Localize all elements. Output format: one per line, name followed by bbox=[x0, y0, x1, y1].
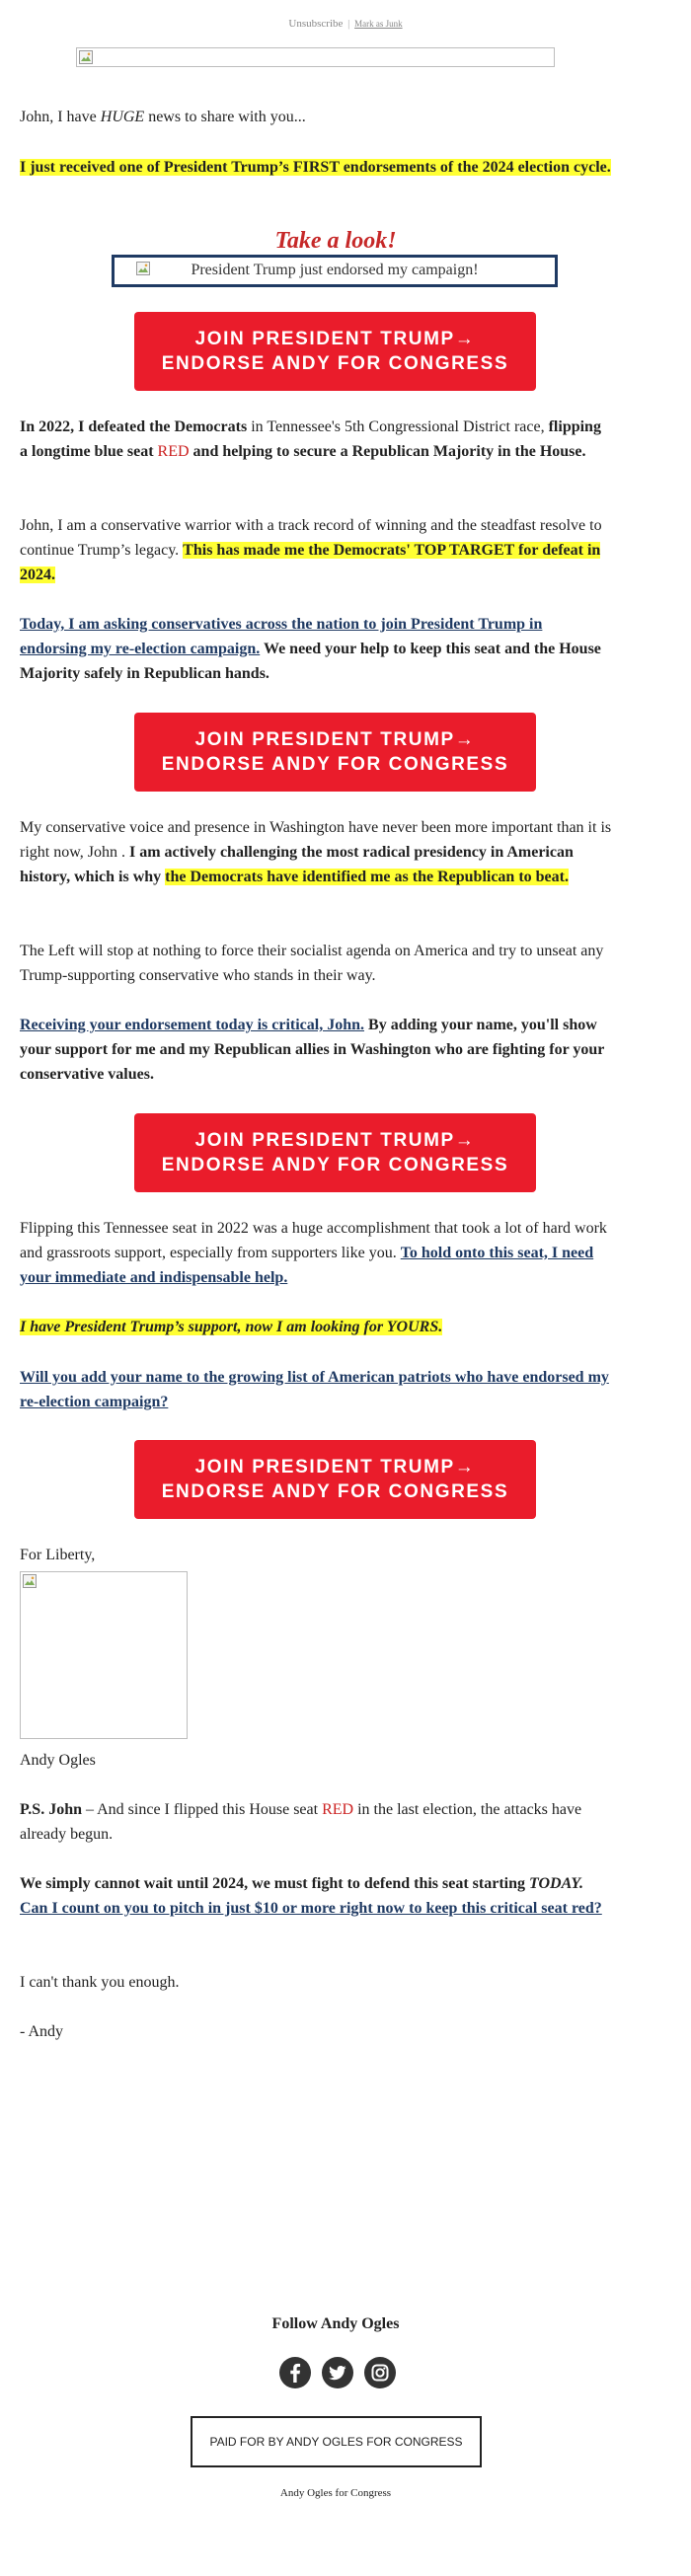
broken-image-icon bbox=[79, 50, 93, 64]
cta-line-1: JOIN PRESIDENT TRUMP→ bbox=[194, 729, 476, 750]
greeting bbox=[20, 105, 612, 129]
paragraph-wait bbox=[20, 1871, 612, 1921]
ps-label: P.S. John bbox=[20, 1801, 82, 1818]
unsubscribe-link[interactable]: Unsubscribe bbox=[288, 18, 344, 30]
instagram-icon[interactable] bbox=[363, 2356, 397, 2389]
endorse-cta-button[interactable] bbox=[134, 713, 536, 792]
preheader-separator: | bbox=[347, 18, 350, 30]
paragraph-voice bbox=[20, 815, 612, 889]
cta-line-1: JOIN PRESIDENT TRUMP→ bbox=[194, 1457, 476, 1477]
p2022-text-b: in Tennessee's 5th Congressional District race, bbox=[247, 418, 549, 435]
ps-text-a: – And since I flipped this House seat bbox=[82, 1801, 323, 1818]
endorse-cta-button[interactable] bbox=[134, 312, 536, 391]
endorse-cta-button[interactable] bbox=[134, 1113, 536, 1192]
flipping-link[interactable]: To hold onto this seat, I need your immediate and indispensable help. bbox=[20, 1245, 594, 1286]
take-a-look-heading: Take a look! bbox=[274, 228, 397, 254]
add-name-link[interactable]: Will you add your name to the growing list of American patriots who have endorsed my re-election campaign? bbox=[20, 1369, 609, 1410]
postscript bbox=[20, 1797, 612, 1847]
p2022-bold-a: In 2022, I defeated the Democrats bbox=[20, 418, 248, 435]
paid-for-disclaimer bbox=[191, 2416, 482, 2467]
receiving-link[interactable]: Receiving your endorsement today is critical, John. bbox=[20, 1017, 365, 1033]
thanks-line: I can't thank you enough. bbox=[20, 1974, 180, 1991]
voice-text: My conservative voice and presence in Washington have never been more important than it is right now, John . bbox=[20, 819, 612, 861]
p2022-red-word: RED bbox=[157, 443, 190, 460]
broken-image-icon bbox=[23, 1574, 37, 1588]
paragraph-support bbox=[20, 1315, 612, 1339]
greeting-emphasis: HUGE bbox=[100, 109, 145, 125]
closing-line: - Andy bbox=[20, 2023, 63, 2040]
donate-link[interactable]: Can I count on you to pitch in just $10 or more right now to keep this critical seat red? bbox=[20, 1900, 602, 1917]
receiving-bold-text: By adding your name, you'll show your support for me and my Republican allies in Washington who are fighting for your conservative values. bbox=[20, 1017, 605, 1083]
facebook-icon[interactable] bbox=[278, 2356, 312, 2389]
cta-line-2: ENDORSE ANDY FOR CONGRESS bbox=[161, 1481, 509, 1502]
p2022-bold-c: flipping a longtime blue seat bbox=[20, 418, 601, 460]
social-links bbox=[278, 2356, 397, 2389]
sign-off: For Liberty, bbox=[20, 1547, 96, 1563]
warrior-text: John, I am a conservative warrior with a track record of winning and the steadfast resolve to continue Trump’s legacy. bbox=[20, 517, 602, 559]
broken-image-icon bbox=[136, 262, 150, 275]
greeting-text: John, I have bbox=[20, 109, 101, 125]
paragraph-receiving bbox=[20, 1013, 612, 1087]
p2022-bold-d: and helping to secure a Republican Majority in the House. bbox=[189, 443, 586, 460]
flipping-text: Flipping this Tennessee seat in 2022 was a huge accomplishment that took a lot of hard work and grassroots support, especially from supporters like you. bbox=[20, 1220, 607, 1261]
paragraph-flipping bbox=[20, 1216, 612, 1290]
footer-organization: Andy Ogles for Congress bbox=[279, 2487, 392, 2499]
asking-link[interactable]: Today, I am asking conservatives across the nation to join President Trump in endorsing my re-election campaign. bbox=[20, 616, 543, 657]
twitter-icon[interactable] bbox=[321, 2356, 354, 2389]
paragraph-asking bbox=[20, 612, 612, 686]
paragraph-add-name bbox=[20, 1365, 612, 1414]
ps-red-word: RED bbox=[322, 1801, 354, 1818]
follow-heading: Follow Andy Ogles bbox=[271, 2315, 400, 2332]
cta-line-2: ENDORSE ANDY FOR CONGRESS bbox=[161, 754, 509, 775]
paragraph-warrior bbox=[20, 513, 612, 587]
cta-line-2: ENDORSE ANDY FOR CONGRESS bbox=[161, 1155, 509, 1175]
ps-text-b: in the last election, the attacks have already begun. bbox=[20, 1801, 582, 1843]
header-banner-image bbox=[76, 47, 555, 67]
paragraph-2022 bbox=[20, 415, 612, 464]
voice-bold-text: I am actively challenging the most radical presidency in American history, which is why bbox=[20, 844, 574, 885]
wait-today: TODAY. bbox=[529, 1875, 583, 1892]
endorsement-intro-text: I just received one of President Trump’s FIRST endorsements of the 2024 election cycle. bbox=[20, 159, 611, 176]
cta-line-1: JOIN PRESIDENT TRUMP→ bbox=[194, 1130, 476, 1151]
wait-bold-text: We simply cannot wait until 2024, we must fight to defend this seat starting bbox=[20, 1875, 530, 1892]
mark-as-junk-link[interactable]: Mark as Junk bbox=[354, 19, 403, 29]
endorsement-image[interactable] bbox=[112, 255, 558, 287]
asking-bold-text: We need your help to keep this seat and the House Majority safely in Republican hands. bbox=[20, 641, 601, 682]
greeting-text-end: news to share with you... bbox=[144, 109, 306, 125]
voice-highlight: the Democrats have identified me as the Republican to beat. bbox=[165, 869, 569, 885]
preheader bbox=[0, 18, 691, 30]
paragraph-left: The Left will stop at nothing to force their socialist agenda on America and try to unseat any Trump-supporting conservative who stands in their way. bbox=[20, 943, 604, 984]
cta-line-1: JOIN PRESIDENT TRUMP→ bbox=[194, 329, 476, 349]
endorse-cta-button[interactable] bbox=[134, 1440, 536, 1519]
paid-for-text: PAID FOR BY ANDY OGLES FOR CONGRESS bbox=[209, 2435, 463, 2449]
warrior-highlight: This has made me the Democrats' TOP TARGET for defeat in 2024. bbox=[20, 542, 601, 583]
cta-line-2: ENDORSE ANDY FOR CONGRESS bbox=[161, 353, 509, 374]
signer-name: Andy Ogles bbox=[20, 1752, 96, 1769]
endorsement-image-alt: President Trump just endorsed my campaign! bbox=[191, 262, 479, 278]
support-highlight: I have President Trump’s support, now I am looking for YOURS. bbox=[20, 1319, 443, 1335]
signature-image bbox=[20, 1571, 188, 1739]
endorsement-intro bbox=[20, 155, 612, 180]
